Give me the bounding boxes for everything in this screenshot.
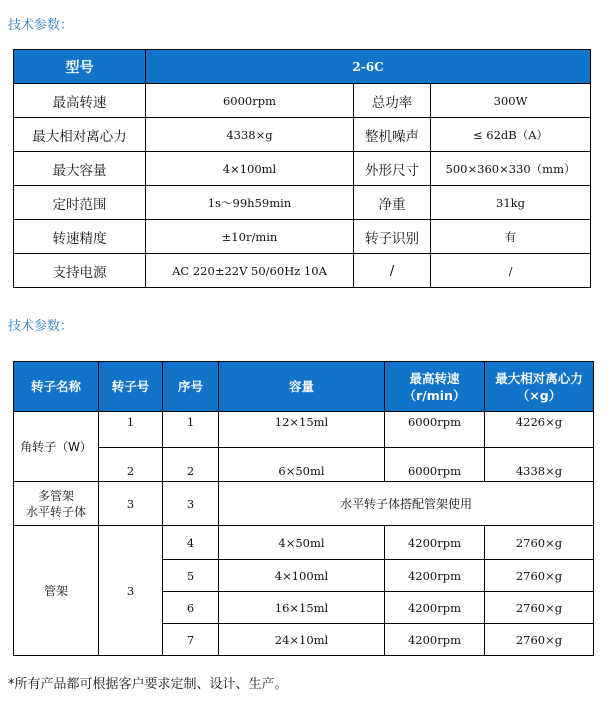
max-speed: 6000rpm [385,412,485,448]
max-speed: 4200rpm [385,624,485,656]
spec-value: 4338×g [146,118,354,152]
spec-value: 6000rpm [146,84,354,118]
spec-label: 整机噪声 [354,118,431,152]
seq: 7 [163,624,219,656]
seq: 6 [163,592,219,624]
max-speed: 4200rpm [385,560,485,592]
spec-row [14,220,591,254]
spec-label: / [354,254,431,288]
rotor-name-line: 多管架 [37,488,74,503]
capacity: 6×50ml [219,448,385,482]
seq: 4 [163,526,219,560]
horizontal-rotor-note: 水平转子体搭配管架使用 [219,482,594,526]
capacity: 4×50ml [219,526,385,560]
max-speed: 6000rpm [385,448,485,482]
spec-label: 净重 [354,186,431,220]
spec-row [14,84,591,118]
capacity: 24×10ml [219,624,385,656]
seq: 1 [163,412,219,448]
max-rcf: 4226×g [485,412,594,448]
rotor-name-rack: 管架 [14,526,99,656]
header-seq: 序号 [163,362,219,412]
table-row [14,482,594,526]
spec-value: 500×360×330（mm） [431,152,591,186]
rotor-table [13,361,594,656]
model-label: 型号 [14,50,146,84]
rotor-no: 2 [99,448,163,482]
spec-label: 转速精度 [14,220,146,254]
max-rcf: 2760×g [485,526,594,560]
spec-value: 有 [431,220,591,254]
rotor-name-horizontal [14,482,99,526]
spec-label: 最大相对离心力 [14,118,146,152]
spec-value: 300W [431,84,591,118]
header-rotor-no: 转子号 [99,362,163,412]
seq: 2 [163,448,219,482]
spec-label: 定时范围 [14,186,146,220]
capacity: 16×15ml [219,592,385,624]
spec-value: AC 220±22V 50/60Hz 10A [146,254,354,288]
max-speed: 4200rpm [385,526,485,560]
spec-label: 总功率 [354,84,431,118]
header-capacity: 容量 [219,362,385,412]
footnote: *所有产品都可根据客户要求定制、设计、生产。 [8,677,288,692]
capacity: 12×15ml [219,412,385,448]
rotor-no: 3 [99,526,163,656]
seq: 3 [163,482,219,526]
capacity: 4×100ml [219,560,385,592]
spec-label: 最大容量 [14,152,146,186]
spec-row [14,254,591,288]
section-heading-1: 技术参数： [8,18,74,33]
spec-row [14,186,591,220]
max-speed: 4200rpm [385,592,485,624]
rotor-no: 1 [99,412,163,448]
rotor-no: 3 [99,482,163,526]
header-max-rcf: 最大相对离心力（×g） [485,362,594,412]
spec-value: 1s～99h59min [146,186,354,220]
section-heading-2: 技术参数： [8,319,74,334]
spec-label: 支持电源 [14,254,146,288]
table-row [14,448,594,482]
spec-value: ≤ 62dB（A） [431,118,591,152]
header-max-speed: 最高转速（r/min） [385,362,485,412]
max-rcf: 4338×g [485,448,594,482]
spec-row [14,118,591,152]
rotor-name-angle: 角转子（W） [14,412,99,482]
header-rotor-name: 转子名称 [14,362,99,412]
seq: 5 [163,560,219,592]
spec-row [14,152,591,186]
spec-value: 31kg [431,186,591,220]
table-row [14,412,594,448]
max-rcf: 2760×g [485,560,594,592]
table-row [14,526,594,560]
spec-label: 最高转速 [14,84,146,118]
max-rcf: 2760×g [485,624,594,656]
max-rcf: 2760×g [485,592,594,624]
spec-value: / [431,254,591,288]
spec-label: 转子识别 [354,220,431,254]
rotor-header-row [14,362,594,412]
model-value: 2-6C [146,50,591,84]
spec-label: 外形尺寸 [354,152,431,186]
spec-header-row [14,50,591,84]
rotor-name-line: 水平转子体 [25,504,86,519]
spec-table [13,49,591,288]
spec-value: 4×100ml [146,152,354,186]
spec-value: ±10r/min [146,220,354,254]
